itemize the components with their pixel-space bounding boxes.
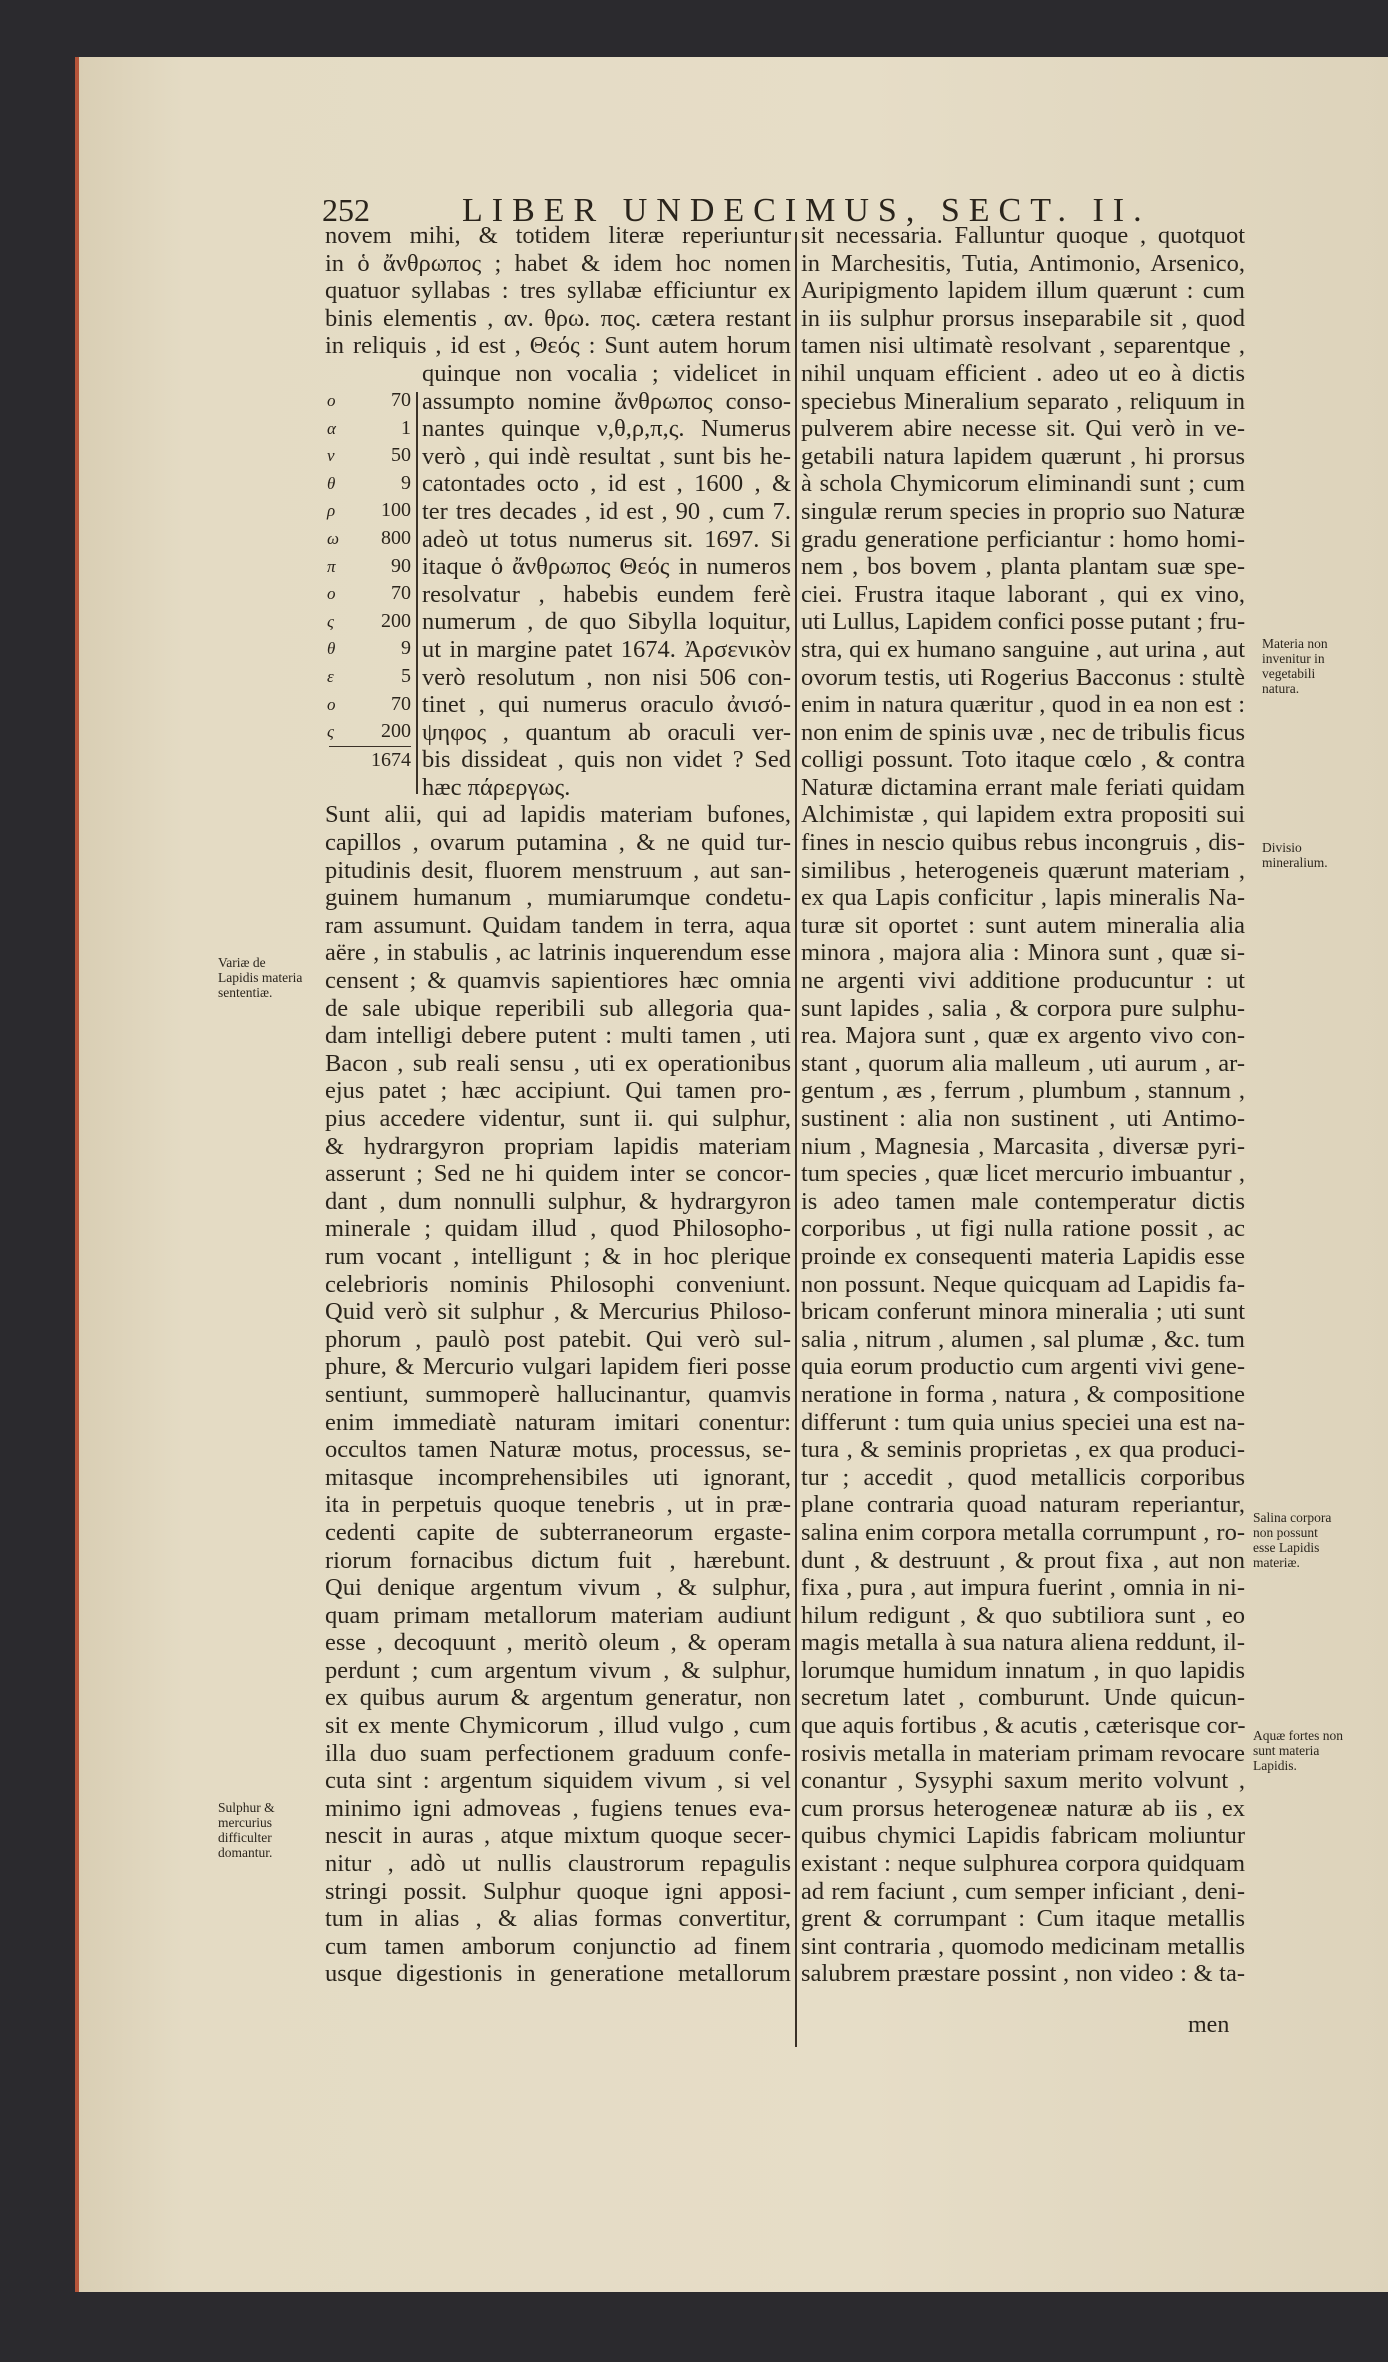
margin-note: Materia non invenitur in vegetabili natura. bbox=[1262, 636, 1328, 696]
number-table-row bbox=[325, 635, 417, 663]
text-line: nem , bos bovem , planta plantam suæ spe- bbox=[801, 553, 1245, 581]
text-line: existant : neque sulphurea corpora quidquam bbox=[801, 1850, 1245, 1878]
text-line: occultos tamen Naturæ motus, processus, se- bbox=[325, 1436, 791, 1464]
greek-letter: ο bbox=[327, 584, 336, 604]
text-line: nantes quinque ν,θ,ρ,π,ς. Numerus bbox=[422, 415, 791, 443]
text-line: ex quibus aurum & argentum generatur, non bbox=[325, 1684, 791, 1712]
number-table-row bbox=[325, 497, 417, 525]
text-line: ovorum testis, uti Rogerius Bacconus : stultè bbox=[801, 663, 1245, 691]
text-line: mitasque incomprehensibiles uti ignorant, bbox=[325, 1463, 791, 1491]
text-line: phorum , paulò post patebit. Qui verò sul- bbox=[325, 1325, 791, 1353]
text-line: verò , qui indè resultat , sunt bis he- bbox=[422, 442, 791, 470]
text-line: hilum redigunt , & quo subtiliora sunt , eo bbox=[801, 1601, 1245, 1629]
number-table-row bbox=[325, 663, 417, 691]
text-line: Quid verò sit sulphur , & Mercurius Philoso- bbox=[325, 1298, 791, 1326]
text-line: nium , Magnesia , Marcasita , diversæ pyri- bbox=[801, 1132, 1245, 1160]
text-line: censent ; & quamvis sapientiores hæc omnia bbox=[325, 967, 791, 995]
text-line: stant , quorum alia malleum , uti aurum , ar- bbox=[801, 1049, 1245, 1077]
text-line: magis metalla à sua natura aliena reddunt, il- bbox=[801, 1629, 1245, 1657]
text-line: cum prorsus heterogeneæ naturæ ab iis , ex bbox=[801, 1794, 1245, 1822]
text-line: enim in natura quæritur , quod in ea non est : bbox=[801, 691, 1245, 719]
greek-letter: ο bbox=[327, 694, 336, 714]
text-line: rea. Majora sunt , quæ ex argento vivo con- bbox=[801, 1022, 1245, 1050]
greek-letter: ο bbox=[327, 391, 336, 410]
table-rule bbox=[416, 392, 418, 794]
text-line: proinde ex consequenti materia Lapidis esse bbox=[801, 1242, 1245, 1270]
text-line: sit necessaria. Falluntur quoque , quotquot bbox=[801, 222, 1245, 249]
text-line: minerale ; quidam illud , quod Philosopho- bbox=[325, 1215, 791, 1243]
letter-value: 9 bbox=[401, 471, 411, 494]
text-line: esse , decoquunt , meritò oleum , & operam bbox=[325, 1629, 791, 1657]
text-line: similibus , heterogeneis quærunt materiam , bbox=[801, 856, 1245, 884]
letter-value: 70 bbox=[391, 389, 411, 411]
text-line: rosivis metalla in materiam primam revocare bbox=[801, 1739, 1245, 1767]
text-line: corporibus , ut figi nulla ratione possit , ac bbox=[801, 1215, 1245, 1243]
number-table-row bbox=[325, 387, 417, 415]
text-line: salubrem præstare possint , non video : & ta- bbox=[801, 1960, 1245, 1988]
text-line: usque digestionis in generatione metallorum bbox=[325, 1960, 791, 1988]
greek-letter: π bbox=[327, 556, 336, 576]
margin-note: Variæ de Lapidis materia sententiæ. bbox=[218, 955, 303, 1000]
number-table-row bbox=[325, 442, 417, 470]
text-line: asserunt ; Sed ne hi quidem inter se concor- bbox=[325, 1160, 791, 1188]
text-line: Bacon , sub reali sensu , uti ex operationibus bbox=[325, 1049, 791, 1077]
text-line: salina enim corpora metalla corrumpunt , ro- bbox=[801, 1518, 1245, 1546]
letter-value: 100 bbox=[381, 499, 411, 522]
letter-value: 200 bbox=[381, 720, 411, 743]
text-line: capillos , ovarum putamina , & ne quid tur- bbox=[325, 829, 791, 857]
text-line: gentum , æs , ferrum , plumbum , stannum , bbox=[801, 1077, 1245, 1105]
text-line: pulverem abire necesse sit. Qui verò in ve- bbox=[801, 415, 1245, 443]
text-line: tum in alias , & alias formas convertitur, bbox=[325, 1905, 791, 1933]
greek-letter: θ bbox=[327, 639, 336, 659]
number-table-row bbox=[325, 525, 417, 553]
text-line: ram assumunt. Quidam tandem in terra, aqua bbox=[325, 911, 791, 939]
text-line: guinem humanum , mumiarumque condetu- bbox=[325, 884, 791, 912]
text-line: nitur , adò ut nullis claustrorum repagulis bbox=[325, 1850, 791, 1878]
text-line: pitudinis desit, fluorem menstruum , aut san- bbox=[325, 856, 791, 884]
text-line: à schola Chymicorum eliminandi sunt ; cum bbox=[801, 470, 1245, 498]
text-line: plane contraria quoad naturam reperiantur, bbox=[801, 1491, 1245, 1519]
text-line: nescit in auras , atque mixtum quoque secer- bbox=[325, 1822, 791, 1850]
text-line: quatuor syllabas : tres syllabæ efficiuntur ex bbox=[325, 277, 791, 305]
text-line: pius accedere videntur, sunt ii. qui sulphur, bbox=[325, 1105, 791, 1132]
number-table bbox=[325, 387, 417, 774]
number-table-row bbox=[325, 580, 417, 608]
letter-value: 70 bbox=[391, 692, 411, 715]
text-line: hæc πάρεργως. bbox=[422, 773, 571, 801]
text-line: gradu generatione perficiantur : homo homi- bbox=[801, 525, 1245, 553]
text-line: dam intelligi debere putent : multi tamen , uti bbox=[325, 1022, 791, 1050]
text-line: tum species , quæ licet mercurio imbuantur , bbox=[801, 1160, 1245, 1188]
greek-letter: ρ bbox=[327, 501, 336, 521]
text-line: Auripigmento lapidem illum quærunt : cum bbox=[801, 277, 1245, 305]
text-line: catontades octo , id est , 1600 , & bbox=[422, 470, 791, 498]
text-line: minimo igni admoveas , fugiens tenues eva- bbox=[325, 1794, 791, 1822]
text-line: perdunt ; cum argentum vivum , & sulphur, bbox=[325, 1656, 791, 1684]
letter-value: 1 bbox=[401, 416, 411, 439]
margin-note: Aquæ fortes non sunt materia Lapidis. bbox=[1253, 1728, 1343, 1773]
text-line: fixa , pura , aut impura fuerint , omnia in ni- bbox=[801, 1574, 1245, 1602]
text-line: ad rem faciunt , cum semper inficiant , deni- bbox=[801, 1877, 1245, 1905]
number-table-row bbox=[325, 608, 417, 636]
letter-value: 5 bbox=[401, 664, 411, 687]
greek-letter: θ bbox=[327, 473, 336, 493]
text-line: assumpto nomine ἄνθρωπος conso- bbox=[422, 387, 791, 415]
text-line: ut in margine patet 1674. Ἀρσενικὸν bbox=[422, 635, 791, 663]
number-table-row bbox=[325, 718, 417, 746]
text-line: non enim de spinis uvæ , nec de tribulis ficus bbox=[801, 718, 1245, 746]
text-line: lorumque humidum innatum , in quo lapidis bbox=[801, 1656, 1245, 1684]
text-line: stringi possit. Sulphur quoque igni apposi- bbox=[325, 1877, 791, 1905]
text-line: in Marchesitis, Tutia, Antimonio, Arsenico, bbox=[801, 249, 1245, 277]
text-line: Qui denique argentum vivum , & sulphur, bbox=[325, 1574, 791, 1602]
text-line: cum tamen amborum conjunctio ad finem bbox=[325, 1932, 791, 1960]
text-line: Alchimistæ , qui lapidem extra propositi sui bbox=[801, 801, 1245, 829]
text-line: uti Lullus, Lapidem confici posse putant ; fru- bbox=[801, 608, 1245, 636]
text-line: adeò ut totus numerus sit. 1697. Si bbox=[422, 525, 791, 553]
greek-letter: ς bbox=[327, 611, 334, 631]
text-line: quam primam metallorum materiam audiunt bbox=[325, 1601, 791, 1629]
text-line: neratione in forma , natura , & compositione bbox=[801, 1380, 1245, 1408]
text-line: sit ex mente Chymicorum , illud vulgo , cum bbox=[325, 1712, 791, 1740]
greek-letter: α bbox=[327, 418, 336, 438]
text-line: minora , majora alia : Minora sunt , quæ si- bbox=[801, 939, 1245, 967]
text-line: ciei. Frustra itaque laborant , qui ex vino, bbox=[801, 580, 1245, 608]
number-table-row bbox=[325, 691, 417, 719]
text-line: celebrioris nominis Philosophi conveniunt. bbox=[325, 1270, 791, 1298]
text-line: is adeo tamen male contemperatur dictis bbox=[801, 1187, 1245, 1215]
text-line: ejus patet ; hæc accipiunt. Qui tamen pro- bbox=[325, 1077, 791, 1105]
text-line: Sunt alii, qui ad lapidis materiam bufones, bbox=[325, 801, 791, 829]
text-line: riorum fornacibus dictum fuit , hærebunt. bbox=[325, 1546, 791, 1574]
text-line: in reliquis , id est , Θεός : Sunt autem horum bbox=[325, 332, 791, 360]
text-line: differunt : tum quia unius speciei una est na- bbox=[801, 1408, 1245, 1436]
text-line: speciebus Mineralium separato , reliquum in bbox=[801, 387, 1245, 415]
text-line: stra, qui ex humano sanguine , aut urina , aut bbox=[801, 635, 1245, 663]
letter-value: 9 bbox=[401, 637, 411, 660]
text-line: ter tres decades , id est , 90 , cum 7. bbox=[422, 497, 791, 525]
text-line: quinque non vocalia ; videlicet in bbox=[422, 359, 791, 387]
text-line: cedenti capite de subterraneorum ergaste- bbox=[325, 1518, 791, 1546]
greek-letter: ς bbox=[327, 722, 334, 742]
text-line: novem mihi, & totidem literæ reperiuntur bbox=[325, 222, 791, 249]
text-line: tura , & seminis proprietas , ex qua produci- bbox=[801, 1436, 1245, 1464]
letter-value: 90 bbox=[391, 554, 411, 577]
text-line: ex qua Lapis conficitur , lapis mineralis Na- bbox=[801, 884, 1245, 912]
text-line: quibus chymici Lapidis fabricam moliuntur bbox=[801, 1822, 1245, 1850]
text-line: getabili natura lapidem quærunt , hi prorsus bbox=[801, 442, 1245, 470]
text-line: conantur , Sysyphi saxum merito volvunt , bbox=[801, 1767, 1245, 1795]
text-line: bis dissideat , quis non videt ? Sed bbox=[422, 746, 791, 774]
text-line: bricam conferunt minora mineralia ; uti sunt bbox=[801, 1298, 1245, 1326]
text-line: sint contraria , quomodo medicinam metallis bbox=[801, 1932, 1245, 1960]
text-line: in iis sulphur prorsus inseparabile sit , quod bbox=[801, 304, 1245, 332]
text-line: & hydrargyron propriam lapidis materiam bbox=[325, 1132, 791, 1160]
text-line: binis elementis , αν. θρω. πος. cætera restant bbox=[325, 304, 791, 332]
text-line: fines in nescio quibus rebus incongruis , dis- bbox=[801, 829, 1245, 857]
text-line: illa duo suam perfectionem graduum confe- bbox=[325, 1739, 791, 1767]
text-line: ψηφος , quantum ab oraculi ver- bbox=[422, 718, 791, 746]
text-line: cuta sint : argentum siquidem vivum , si vel bbox=[325, 1767, 791, 1795]
running-head: LIBER UNDECIMUS, SECT. II. bbox=[462, 192, 1151, 229]
text-line: ne argenti vivi additione producuntur : ut bbox=[801, 967, 1245, 995]
text-line: non possunt. Neque quicquam ad Lapidis fa- bbox=[801, 1270, 1245, 1298]
text-line: in ὁ ἄνθρωπος ; habet & idem hoc nomen bbox=[325, 249, 791, 277]
text-line: Naturæ dictamina errant male feriati quidam bbox=[801, 773, 1245, 801]
greek-letter: ε bbox=[327, 666, 334, 686]
text-line: ita in perpetuis quoque tenebris , ut in præ- bbox=[325, 1491, 791, 1519]
catchword: men bbox=[1188, 2012, 1230, 2038]
text-line: resolvatur , habebis eundem ferè bbox=[422, 580, 791, 608]
greek-letter: ν bbox=[327, 446, 335, 466]
text-line: numerum , de quo Sibylla loquitur, bbox=[422, 608, 791, 636]
margin-note: Sulphur & mercurius difficulter domantur. bbox=[218, 1800, 275, 1860]
text-line: colligi possunt. Toto itaque cœlo , & contra bbox=[801, 746, 1245, 774]
text-line: phure, & Mercurio vulgari lapidem fieri posse bbox=[325, 1353, 791, 1381]
text-line: dunt , & destruunt , & prout fixa , aut non bbox=[801, 1546, 1245, 1574]
text-line: tinet , qui numerus oraculo ἀνισό- bbox=[422, 691, 791, 719]
text-line: sustinent : alia non sustinent , uti Antimo- bbox=[801, 1105, 1245, 1132]
text-line: secretum latet , comburunt. Unde quicun- bbox=[801, 1684, 1245, 1712]
sum-total: 1674 bbox=[371, 748, 411, 771]
text-line: que aquis fortibus , & acutis , cæterisque cor- bbox=[801, 1712, 1246, 1740]
text-line: salia , nitrum , alumen , sal plumæ , &c. tum bbox=[801, 1325, 1245, 1353]
margin-note: Salina corpora non possunt esse Lapidis materiæ. bbox=[1253, 1510, 1332, 1570]
letter-value: 200 bbox=[381, 609, 411, 632]
text-line: aëre , in stabulis , ac latrinis inquerendum esse bbox=[325, 939, 791, 967]
letter-value: 800 bbox=[381, 526, 411, 549]
number-table-row bbox=[325, 415, 417, 443]
page-number: 252 bbox=[322, 192, 370, 228]
column-rule bbox=[795, 232, 797, 2047]
text-line: sentiunt, summoperè hallucinantur, quamvis bbox=[325, 1380, 791, 1408]
greek-letter: ω bbox=[327, 528, 340, 548]
number-table-row bbox=[325, 470, 417, 498]
text-line: dant , dum nonnulli sulphur, & hydrargyron bbox=[325, 1187, 791, 1215]
text-line: tur ; accedit , quod metallicis corporibus bbox=[801, 1463, 1245, 1491]
letter-value: 50 bbox=[391, 444, 411, 467]
number-table-row bbox=[325, 553, 417, 581]
text-line: turæ sit oportet : sunt autem mineralia alia bbox=[801, 911, 1245, 939]
text-line: sunt lapides , salia , & corpora pure sulphu- bbox=[801, 994, 1245, 1022]
margin-note: Divisio mineralium. bbox=[1262, 840, 1328, 870]
text-line: tamen nisi ultimatè resolvant , separentque , bbox=[801, 332, 1245, 360]
letter-value: 70 bbox=[391, 582, 411, 605]
text-line: singulæ rerum species in proprio suo Naturæ bbox=[801, 497, 1245, 525]
text-line: de sale ubique reperibili sub allegoria qua- bbox=[325, 994, 791, 1022]
text-line: grent & corrumpant : Cum itaque metallis bbox=[801, 1905, 1245, 1933]
text-line: quia eorum productio cum argenti vivi gene- bbox=[801, 1353, 1245, 1381]
text-line: verò resolutum , non nisi 506 con- bbox=[422, 663, 791, 691]
text-line: rum vocant , intelligunt ; & in hoc plerique bbox=[325, 1242, 791, 1270]
text-line: enim immediatè naturam imitari conentur: bbox=[325, 1408, 791, 1436]
text-line: itaque ὁ ἄνθρωπος Θεός in numeros bbox=[422, 553, 791, 581]
text-line: nihil unquam efficient . adeo ut eo à dictis bbox=[801, 359, 1245, 387]
right-column bbox=[801, 222, 1245, 1988]
